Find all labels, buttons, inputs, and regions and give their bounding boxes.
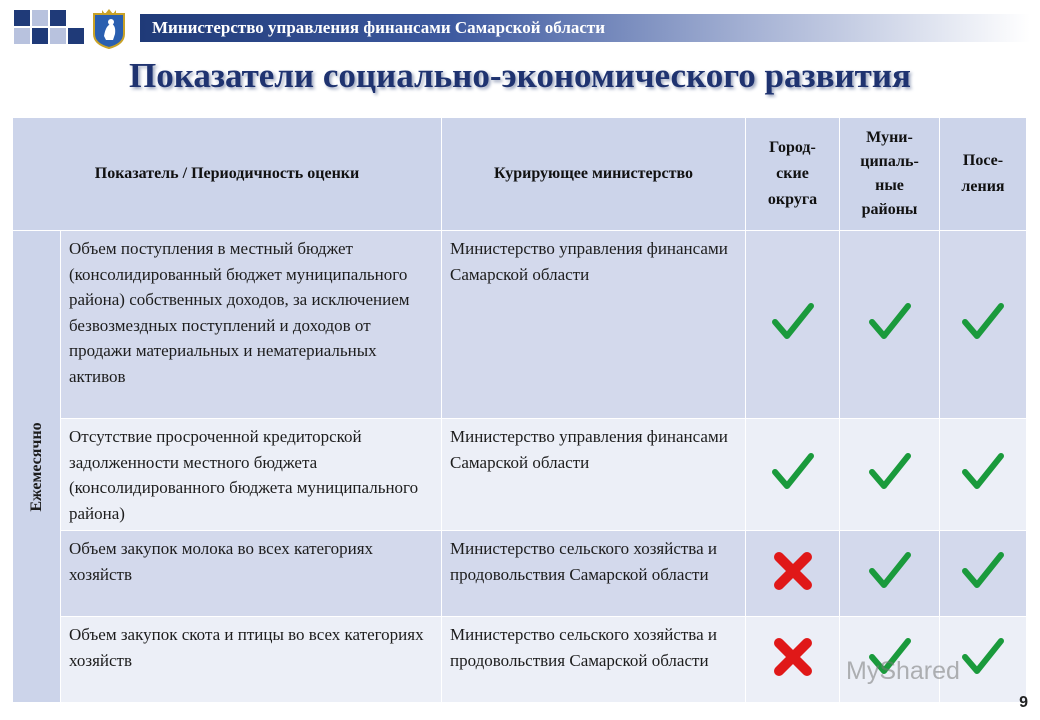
coat-of-arms-icon [88,6,130,50]
indicator-cell: Отсутствие просроченной кредиторской задолженности местного бюджета (консолидированного бюджета муниципального района) [61,419,442,531]
indicator-cell: Объем закупок молока во всех категориях хозяйств [61,531,442,617]
ministry-header: Министерство управления финансами Самарской области [152,18,606,37]
settlements-mark-cell [940,231,1027,419]
header-settlements [940,118,1027,231]
table-row [13,419,1027,531]
urban-mark-cell [746,617,840,703]
cross-icon [769,635,817,679]
ministry-cell: Министерство сельского хозяйства и продовольствия Самарской области [442,531,746,617]
header-ministry: Курирующее министерство [442,118,746,231]
municipal-mark-cell [840,419,940,531]
settlements-mark-cell [940,531,1027,617]
indicators-table [12,117,1027,703]
ministry-cell: Министерство сельского хозяйства и продовольствия Самарской области [442,617,746,703]
period-cell [13,231,61,703]
checkmark-icon [866,450,914,494]
municipal-mark-cell [840,231,940,419]
checkmark-icon [959,635,1007,679]
header-municipal-label: Муни- ципаль- ные районы [860,129,919,218]
decor-square [32,10,48,26]
table-row [13,231,1027,419]
indicator-cell: Объем закупок скота и птицы во всех категориях хозяйств [61,617,442,703]
indicator-cell: Объем поступления в местный бюджет (консолидированный бюджет муниципального района) собственных доходов, за исключением безвозмездных поступлений и доходов от продажи материальных и нематериальных активов [61,231,442,419]
checkmark-icon [866,549,914,593]
checkmark-icon [769,300,817,344]
cross-icon [769,549,817,593]
municipal-mark-cell [840,531,940,617]
page-title: Показатели социально-экономического развития [129,56,911,95]
decor-square [14,10,30,26]
checkmark-icon [866,300,914,344]
decor-square [50,28,66,44]
watermark: MyShared [846,657,960,685]
decor-square [14,28,30,44]
ministry-cell: Министерство управления финансами Самарской области [442,419,746,531]
header-urban-label: Город- ские округа [767,139,818,208]
checkmark-icon [959,549,1007,593]
urban-mark-cell [746,419,840,531]
urban-mark-cell [746,231,840,419]
checkmark-icon [769,450,817,494]
decor-square [32,28,48,44]
ministry-cell: Министерство управления финансами Самарской области [442,231,746,419]
period-label: Ежемесячно [27,421,45,512]
decor-square [50,10,66,26]
urban-mark-cell [746,531,840,617]
checkmark-icon [959,300,1007,344]
header-urban [746,118,840,231]
header-municipal [840,118,940,231]
page-number: 9 [1019,694,1028,711]
checkmark-icon [959,450,1007,494]
header-settlements-label: Посе- ления [961,152,1005,195]
settlements-mark-cell [940,419,1027,531]
header-indicator: Показатель / Периодичность оценки [13,118,442,231]
table-row [13,531,1027,617]
decor-square [68,28,84,44]
